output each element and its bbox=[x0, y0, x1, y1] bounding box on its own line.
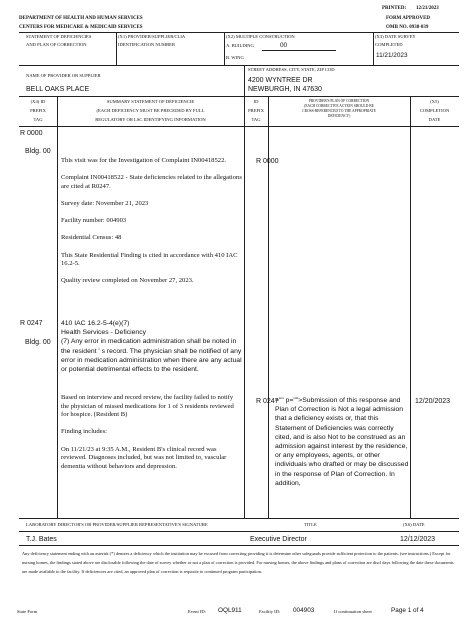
x4-id-header: (X4) ID bbox=[30, 99, 46, 104]
bldg-label-1: Bldg. 00 bbox=[25, 148, 51, 155]
statement-label: STATEMENT OF DEFICIENCIES bbox=[26, 34, 92, 39]
id-tag-r0247: R 0247 bbox=[256, 398, 279, 405]
signer-name: T.J. Bates bbox=[26, 536, 57, 543]
page-number: Page 1 of 4 bbox=[391, 607, 424, 614]
signature-date-label: (X6) DATE bbox=[403, 522, 425, 527]
address-label: STREET ADDRESS, CITY, STATE, ZIP COD bbox=[248, 67, 335, 72]
form-approved-label: FORM APPROVED bbox=[386, 16, 431, 21]
summary-subheader: (EACH DEFICIENCY MUST BE PRECEDED BY FULL bbox=[96, 108, 205, 113]
tag-r0000: R 0000 bbox=[20, 130, 43, 137]
id-prefix-header: PREFIX bbox=[248, 108, 264, 113]
provider-name: BELL OAKS PLACE bbox=[26, 86, 90, 93]
signature-date: 12/12/2023 bbox=[400, 536, 436, 543]
id-tag-header: TAG bbox=[251, 117, 261, 122]
finding-paragraph: Based on interview and record review, the facility failed to notify the physician of missed medications for 1 of 3 residents reviewed for hospice. (Resident B) bbox=[61, 394, 234, 419]
summary-paragraph: This State Residential Finding is cited in accordance with 410 IAC 16.2-5. bbox=[61, 251, 238, 268]
summary-header: SUMMARY STATEMENT OF DEFICIENCIE bbox=[106, 99, 195, 104]
x4-tag-header: TAG bbox=[33, 117, 43, 122]
regulation-citation: 410 IAC 16.2-5-4(e)(7) bbox=[61, 320, 130, 327]
plan-subheader: (EACH CORRECTIVE ACTION SHOULD BE bbox=[304, 104, 374, 108]
summary-paragraph: This visit was for the Investigation of Complaint IN00418522. bbox=[61, 157, 227, 164]
form-name: State Form bbox=[17, 609, 38, 614]
x5-header: (X5) bbox=[430, 99, 439, 104]
survey-completed-date: 11/21/2023 bbox=[376, 52, 408, 59]
plan-subheader-3: DEFICIENCY) bbox=[327, 114, 351, 118]
summary-block-2 bbox=[61, 319, 243, 374]
address-line-2: NEWBURGH, IN 47630 bbox=[248, 86, 322, 93]
building-label: A. BUILDING bbox=[226, 43, 254, 48]
summary-paragraph: Survey date: November 21, 2023 bbox=[61, 199, 149, 207]
x2-label: (X2) MULTIPLE CONSTRUCTION bbox=[226, 34, 295, 39]
event-id: OQL911 bbox=[218, 607, 242, 614]
id-tag-r0000: R 0000 bbox=[256, 158, 279, 165]
id-header: ID bbox=[253, 99, 259, 104]
continuation-label: If continuation sheet bbox=[334, 609, 372, 614]
disclaimer-text: Any deficiency statement ending with an asterisk (*) denotes a deficiency which the institution may be excused from correcting providing it is determine other safeguards provide sufficient protection to the patients. (see instructions.) Except for nursing homes, the findings stated above are disclosable following the date of survey whether or not a plan of correction is provided. For nursing homes, the above findings and plans of correction are discl days following the date these documents are made available to the facility. If deficiencies are cited, an approved plan of correction is requisite to continued program participation. bbox=[22, 551, 454, 574]
summary-paragraph: Quality review completed on November 27, 2023. bbox=[61, 277, 194, 285]
facility-id: 004903 bbox=[293, 607, 315, 614]
summary-subheader-2: REGULATORY OR LSC IDENTIFYING INFORMATION bbox=[95, 117, 206, 122]
x1-sublabel: IDENTIFICATION NUMBER bbox=[118, 42, 176, 47]
finding-paragraph: On 11/21/23 at 9:35 A.M., Resident B's clinical record was reviewed. Diagnoses included, but was not limited to, vascular dementia without behaviors and depression. bbox=[61, 445, 227, 470]
printed-date: 12/21/2023 bbox=[416, 6, 439, 11]
plan-label: AND PLAN OF CORRECTION bbox=[26, 42, 87, 47]
event-id-label: Event ID: bbox=[188, 609, 206, 614]
x3-label: (X3) DATE SURVEY bbox=[375, 34, 416, 39]
summary-block-3 bbox=[61, 394, 242, 480]
omb-number: OMB NO. 0938-039 bbox=[386, 25, 429, 30]
regulation-title: Health Services - Deficiency bbox=[61, 329, 146, 337]
facility-id-label: Facility ID: bbox=[259, 609, 281, 614]
provider-name-label: NAME OF PROVIDER OR SUPPLIER bbox=[26, 73, 101, 78]
completion-date: 12/20/2023 bbox=[415, 398, 451, 405]
wing-label: B. WING bbox=[226, 55, 244, 60]
finding-paragraph: Finding includes: bbox=[61, 428, 107, 436]
agency-subname: CENTERS FOR MEDICARE & MEDICAID SERVICES bbox=[19, 25, 143, 30]
summary-paragraph: Facility number: 004903 bbox=[61, 217, 127, 225]
plan-of-correction-text: ="" p="">Submission of this response and Plan of Correction is Not a legal admission that a deficiency exists or, that this Statement of Deficiencies was correctly cited, and is also Not to be construed as an admission against interest by the residence, or any employees, agents, or other individuals who drafted or may be discussed in the response of Plan of Correction. In addition, bbox=[275, 397, 409, 487]
completion-header: COMPLETION bbox=[419, 108, 450, 113]
bldg-label-2: Bldg. 00 bbox=[25, 339, 51, 346]
building-value: 00 bbox=[280, 42, 288, 49]
summary-paragraph: Complaint IN00418522 - State deficiencies related to the allegations are cited at R0247. bbox=[61, 174, 242, 190]
printed-label: PRINTED: bbox=[382, 6, 407, 11]
x4-prefix-header: PREFIX bbox=[30, 108, 46, 113]
tag-r0247: R 0247 bbox=[20, 320, 43, 327]
regulation-text: (7) Any error in medication administration shall be noted in the resident ' s record. The physician shall be notified of any error in medication administration when there are any actual or potential detrimental effects to the resident. bbox=[61, 338, 242, 374]
address-line-1: 4200 WYNTREE DR bbox=[248, 77, 313, 84]
signature-label: LABORATORY DIRECTOR'S OR PROVIDER/SUPPLIER REPRESENTATIVE'S SIGNATURE bbox=[26, 522, 208, 527]
title-label: TITLE bbox=[304, 522, 317, 527]
date-header: DATE bbox=[428, 117, 441, 122]
plan-subheader-2: CROSS-REFERENCED TO THE APPROPRIATE bbox=[302, 109, 376, 113]
summary-paragraph: Residential Census: 48 bbox=[61, 234, 122, 242]
agency-name: DEPARTMENT OF HEALTH AND HUMAN SERVICES bbox=[19, 16, 143, 21]
plan-header: PROVIDER'S PLAN OF CORRECTION bbox=[308, 99, 370, 103]
x1-label: (X1) PROVIDER/SUPPLIER/CLIA bbox=[118, 34, 186, 39]
summary-block-1 bbox=[61, 157, 242, 295]
x3-sublabel: COMPLETED bbox=[375, 42, 403, 47]
signer-title: Executive Director bbox=[250, 536, 307, 543]
